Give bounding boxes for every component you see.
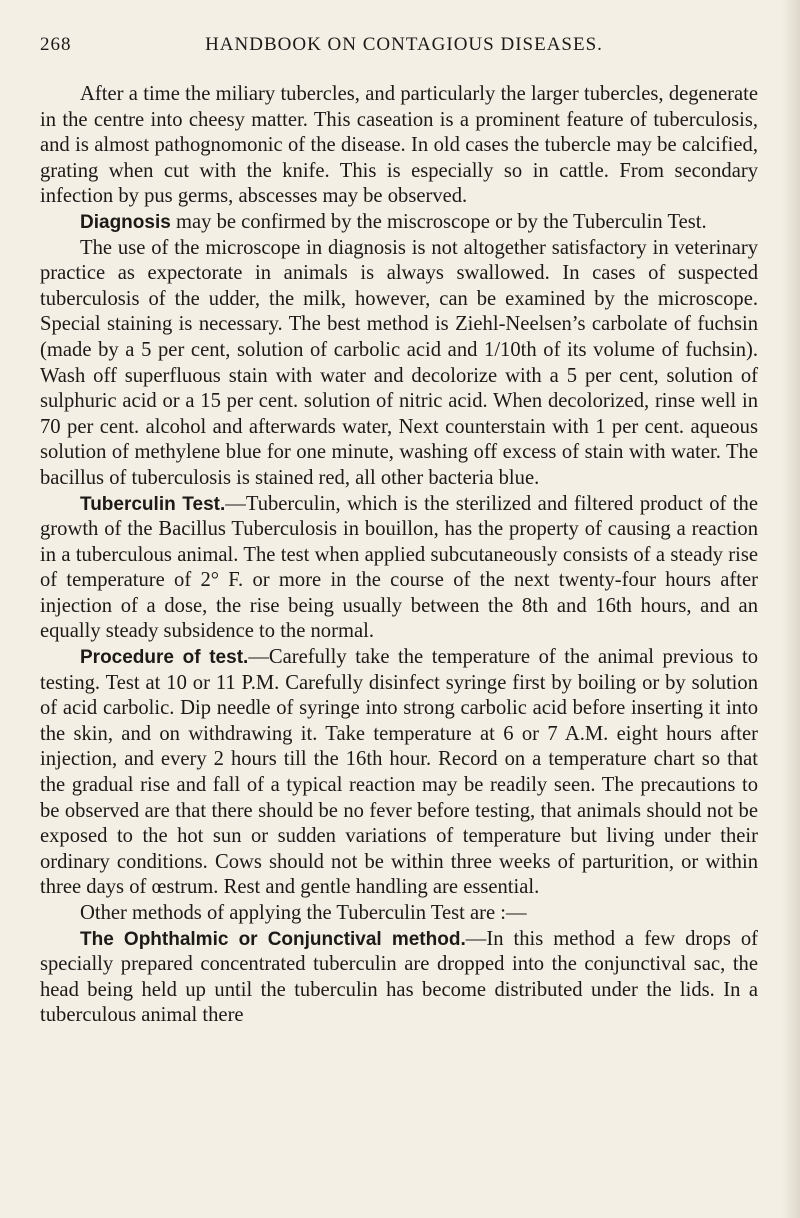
running-title: HANDBOOK ON CONTAGIOUS DISEASES. [205,34,603,55]
paragraph-other-methods [40,901,758,927]
paragraph-procedure [40,645,758,901]
section-heading-ophthalmic: The Ophthalmic or Conjunctival method. [80,928,466,950]
paragraph-text: may be confirmed by the miscroscope or by the Tuberculin Test. [170,210,707,233]
page-edge-shadow [782,0,800,1218]
paragraph-text: —Tuberculin, which is the sterilized and filtered product of the growth of the Bacillus Tuberculosis in bouillon, has the property of causing a reaction in a tuberculous animal. The test when applied subcutaneously consists of a steady rise of temperature of 2° F. or more in the course of the next twenty-four hours after injection of a dose, the rise being usually between the 8th and 16th hours, and an equally steady subsidence to the normal. [40,492,758,643]
paragraph-tuberculin-test [40,492,758,646]
paragraph-microscope [40,236,758,492]
paragraph-text: Other methods of applying the Tuberculin Test are :— [80,902,527,924]
running-head [40,34,758,56]
section-heading-tuberculin-test: Tuberculin Test. [80,493,226,515]
section-heading-procedure: Procedure of test. [80,647,249,669]
paragraph-text: —Carefully take the temperature of the animal previous to testing. Test at 10 or 11 P.M. Carefully disinfect syringe first by boiling or by solution of acid carbolic. Dip needle of syringe into strong carbolic acid before inserting it into the skin, and on withdrawing it. Take temperature at 6 or 7 A.M. eight hours after injection, and every 2 hours till the 16th hour. Record on a temperature chart so that the gradual rise and fall of a typical reaction may be readily seen. The precautions to be observed are that there should be no fever before testing, that animals should not be exposed to the hot sun or sudden variations of temperature but living under their ordinary conditions. Cows should not be within three weeks of parturition, or within three days of œstrum. Rest and gentle handling are essential. [40,646,758,899]
body-text [40,82,758,1029]
paragraph-text: The use of the microscope in diagnosis is not altogether satisfactory in veterinary practice as expectorate in animals is always swallowed. In cases of suspected tuberculosis of the udder, the milk, however, can be examined by the microscope. Special staining is necessary. The best method is Ziehl-Neelsen’s carbolate of fuchsin (made by a 5 per cent, solution of carbolic acid and 1/10th of its volume of fuchsin). Wash off superfluous stain with water and decolorize with a 5 per cent, solution of sulphuric acid or a 15 per cent. solution of nitric acid. When decolorized, rinse well in 70 per cent. alcohol and afterwards water, Next counterstain with 1 per cent. aqueous solution of methylene blue for one minute, washing off excess of stain with water. The bacillus of tuberculosis is stained red, all other bacteria blue. [40,236,758,489]
section-heading-diagnosis: Diagnosis [80,211,171,233]
paragraph-text: —In this method a few drops of specially prepared concentrated tuberculin are dropped into the conjunctival sac, the head being held up until the tuberculin has become distributed under the lids. In a tuberculous animal there [40,927,758,1027]
paragraph-text: After a time the miliary tubercles, and particularly the larger tubercles, degenerate in the centre into cheesy matter. This caseation is a prominent feature of tuberculosis, and is almost pathognomonic of the disease. In old cases the tubercle may be calcified, grating when cut with the knife. This is especially so in cattle. From secondary infection by pus germs, abscesses may be observed. [40,83,758,208]
paragraph-ophthalmic [40,927,758,1029]
page-number: 268 [40,34,72,55]
paragraph-diagnosis [40,210,758,236]
paragraph-caseation [40,82,758,210]
